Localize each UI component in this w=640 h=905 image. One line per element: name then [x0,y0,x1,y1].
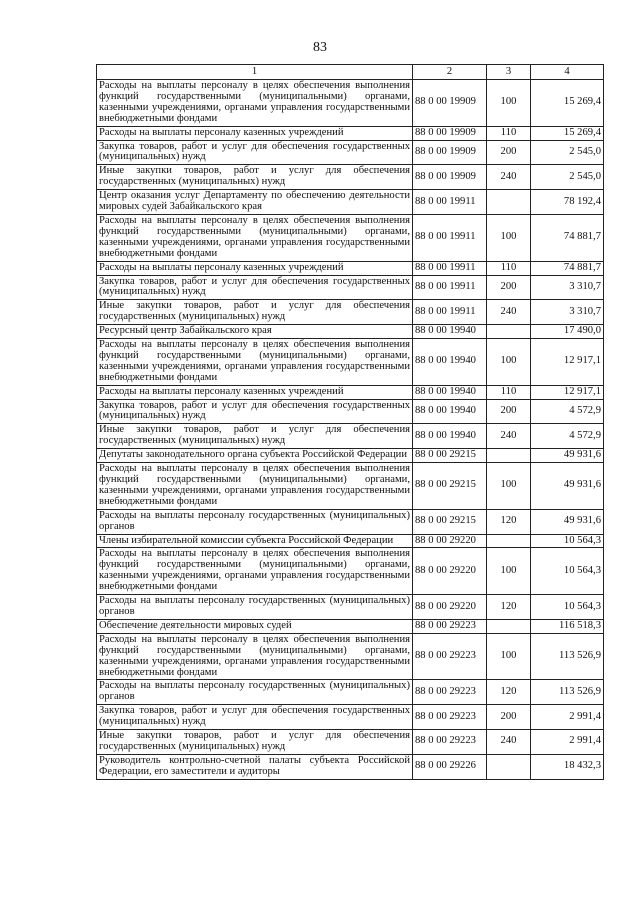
row-kind: 100 [487,214,531,261]
row-description: Иные закупки товаров, работ и услуг для обеспечения государственных (муниципальных) нужд [97,424,413,449]
row-kind: 200 [487,399,531,424]
row-code: 88 0 00 29220 [413,595,487,620]
row-amount: 10 564,3 [531,548,604,595]
table-row [97,80,604,127]
page-number: 83 [313,40,327,55]
row-amount: 2 545,0 [531,140,604,165]
row-kind: 200 [487,275,531,300]
row-code: 88 0 00 19909 [413,140,487,165]
row-kind: 110 [487,126,531,140]
row-amount: 15 269,4 [531,80,604,127]
budget-table [96,64,604,780]
row-description: Депутаты законодательного органа субъекта Российской Федерации [97,449,413,463]
table-row [97,165,604,190]
table-row [97,680,604,705]
row-code: 88 0 00 19940 [413,424,487,449]
row-kind: 200 [487,140,531,165]
row-description: Расходы на выплаты персоналу в целях обеспечения выполнения функций государственными (муниципальными) органами, казенными учреждениями, органами управления государственными внебюджетными фондами [97,80,413,127]
row-kind: 100 [487,633,531,680]
row-amount: 4 572,9 [531,424,604,449]
row-description: Члены избирательной комиссии субъекта Российской Федерации [97,534,413,548]
column-header-code: 2 [413,65,487,80]
row-code: 88 0 00 19909 [413,80,487,127]
row-description: Расходы на выплаты персоналу государственных (муниципальных) органов [97,509,413,534]
table-row [97,300,604,325]
row-code: 88 0 00 29223 [413,680,487,705]
row-code: 88 0 00 29220 [413,534,487,548]
row-description: Расходы на выплаты персоналу в целях обеспечения выполнения функций государственными (муниципальными) органами, казенными учреждениями, органами управления государственными внебюджетными фондами [97,633,413,680]
row-amount: 12 917,1 [531,339,604,386]
row-description: Расходы на выплаты персоналу в целях обеспечения выполнения функций государственными (муниципальными) органами, казенными учреждениями, органами управления государственными внебюджетными фондами [97,339,413,386]
row-amount: 4 572,9 [531,399,604,424]
row-description: Закупка товаров, работ и услуг для обеспечения государственных (муниципальных) нужд [97,140,413,165]
table-row [97,385,604,399]
row-amount: 2 991,4 [531,705,604,730]
row-kind [487,534,531,548]
row-description: Иные закупки товаров, работ и услуг для обеспечения государственных (муниципальных) нужд [97,300,413,325]
row-amount: 3 310,7 [531,275,604,300]
row-kind: 240 [487,730,531,755]
row-code: 88 0 00 19909 [413,165,487,190]
row-code: 88 0 00 29215 [413,463,487,510]
table-row [97,261,604,275]
row-code: 88 0 00 29223 [413,619,487,633]
row-kind: 240 [487,165,531,190]
row-kind: 200 [487,705,531,730]
table-row [97,463,604,510]
row-code: 88 0 00 19911 [413,300,487,325]
table-row [97,449,604,463]
row-amount: 12 917,1 [531,385,604,399]
table-row [97,633,604,680]
row-amount: 49 931,6 [531,463,604,510]
table-body [97,80,604,780]
row-description: Расходы на выплаты персоналу государственных (муниципальных) органов [97,595,413,620]
row-amount: 78 192,4 [531,190,604,215]
row-amount: 49 931,6 [531,509,604,534]
row-amount: 74 881,7 [531,214,604,261]
table-row [97,190,604,215]
row-code: 88 0 00 29223 [413,633,487,680]
row-code: 88 0 00 19940 [413,385,487,399]
row-amount: 116 518,3 [531,619,604,633]
row-code: 88 0 00 19909 [413,126,487,140]
table-row [97,705,604,730]
row-code: 88 0 00 29223 [413,705,487,730]
table-row [97,534,604,548]
table-row [97,325,604,339]
row-amount: 3 310,7 [531,300,604,325]
row-kind: 240 [487,300,531,325]
row-description: Закупка товаров, работ и услуг для обеспечения государственных (муниципальных) нужд [97,705,413,730]
row-description: Расходы на выплаты персоналу в целях обеспечения выполнения функций государственными (муниципальными) органами, казенными учреждениями, органами управления государственными внебюджетными фондами [97,214,413,261]
row-kind [487,754,531,779]
row-kind: 100 [487,548,531,595]
row-kind: 120 [487,509,531,534]
row-code: 88 0 00 29215 [413,509,487,534]
row-kind [487,190,531,215]
table-row [97,126,604,140]
row-amount: 17 490,0 [531,325,604,339]
row-kind: 240 [487,424,531,449]
row-kind: 100 [487,339,531,386]
row-kind: 110 [487,385,531,399]
row-amount: 74 881,7 [531,261,604,275]
row-description: Ресурсный центр Забайкальского края [97,325,413,339]
row-code: 88 0 00 19911 [413,214,487,261]
row-kind [487,325,531,339]
row-code: 88 0 00 19911 [413,275,487,300]
table-row [97,754,604,779]
table-row [97,339,604,386]
row-description: Иные закупки товаров, работ и услуг для обеспечения государственных (муниципальных) нужд [97,165,413,190]
row-description: Иные закупки товаров, работ и услуг для обеспечения государственных (муниципальных) нужд [97,730,413,755]
row-kind [487,449,531,463]
row-description: Закупка товаров, работ и услуг для обеспечения государственных (муниципальных) нужд [97,275,413,300]
row-amount: 18 432,3 [531,754,604,779]
row-description: Расходы на выплаты персоналу в целях обеспечения выполнения функций государственными (муниципальными) органами, казенными учреждениями, органами управления государственными внебюджетными фондами [97,548,413,595]
row-code: 88 0 00 29215 [413,449,487,463]
row-amount: 2 545,0 [531,165,604,190]
row-amount: 113 526,9 [531,680,604,705]
row-code: 88 0 00 29226 [413,754,487,779]
column-header-kind: 3 [487,65,531,80]
column-header-description: 1 [97,65,413,80]
table-row [97,509,604,534]
table-row [97,619,604,633]
row-amount: 113 526,9 [531,633,604,680]
row-kind [487,619,531,633]
table-row [97,595,604,620]
row-code: 88 0 00 19911 [413,261,487,275]
row-description: Центр оказания услуг Департаменту по обеспечению деятельности мировых судей Забайкальского края [97,190,413,215]
table-row [97,424,604,449]
row-description: Расходы на выплаты персоналу казенных учреждений [97,261,413,275]
table-row [97,214,604,261]
row-description: Расходы на выплаты персоналу в целях обеспечения выполнения функций государственными (муниципальными) органами, казенными учреждениями, органами управления государственными внебюджетными фондами [97,463,413,510]
row-code: 88 0 00 19911 [413,190,487,215]
row-code: 88 0 00 19940 [413,339,487,386]
row-code: 88 0 00 19940 [413,325,487,339]
row-description: Расходы на выплаты персоналу казенных учреждений [97,126,413,140]
table-row [97,275,604,300]
row-description: Закупка товаров, работ и услуг для обеспечения государственных (муниципальных) нужд [97,399,413,424]
row-description: Расходы на выплаты персоналу казенных учреждений [97,385,413,399]
table-row [97,140,604,165]
row-kind: 110 [487,261,531,275]
table-row [97,548,604,595]
table-row [97,399,604,424]
row-kind: 120 [487,595,531,620]
row-code: 88 0 00 29223 [413,730,487,755]
row-amount: 2 991,4 [531,730,604,755]
row-description: Обеспечение деятельности мировых судей [97,619,413,633]
row-description: Руководитель контрольно-счетной палаты субъекта Российской Федерации, его заместители и аудиторы [97,754,413,779]
table-header-row [97,65,604,80]
row-amount: 49 931,6 [531,449,604,463]
row-kind: 120 [487,680,531,705]
row-kind: 100 [487,463,531,510]
row-amount: 10 564,3 [531,534,604,548]
row-code: 88 0 00 19940 [413,399,487,424]
row-amount: 10 564,3 [531,595,604,620]
column-header-amount: 4 [531,65,604,80]
row-code: 88 0 00 29220 [413,548,487,595]
table-row [97,730,604,755]
row-amount: 15 269,4 [531,126,604,140]
row-description: Расходы на выплаты персоналу государственных (муниципальных) органов [97,680,413,705]
row-kind: 100 [487,80,531,127]
